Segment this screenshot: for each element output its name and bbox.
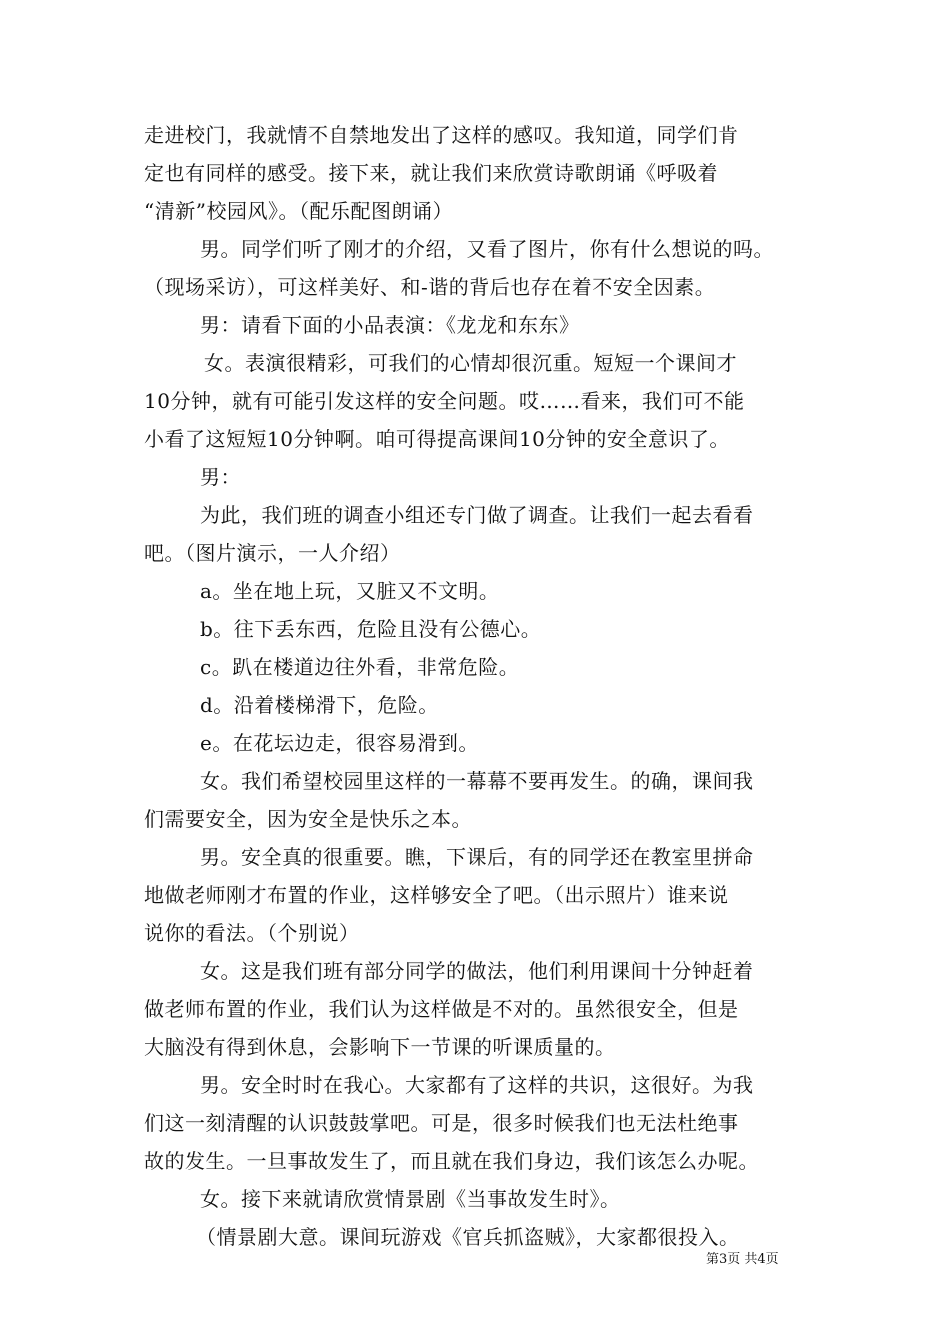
text-line: 小看了这短短10分钟啊。咱可得提高课间10分钟的安全意识了。 bbox=[144, 427, 730, 451]
text-line: 定也有同样的感受。接下来，就让我们来欣赏诗歌朗诵《呼吸着 bbox=[144, 161, 718, 185]
text-line: 男：请看下面的小品表演：《龙龙和东东》 bbox=[200, 313, 580, 337]
text-line: 为此，我们班的调查小组还专门做了调查。让我们一起去看看 bbox=[200, 503, 754, 527]
text-line: 们需要安全，因为安全是快乐之本。 bbox=[144, 807, 472, 831]
body-text bbox=[144, 116, 824, 1256]
list-item: d。沿着楼梯滑下，危险。 bbox=[200, 693, 439, 717]
text-line: 男。同学们听了刚才的介绍，又看了图片，你有什么想说的吗。 bbox=[200, 237, 774, 261]
text-line: 女。表演很精彩，可我们的心情却很沉重。短短一个课间才 bbox=[204, 351, 737, 375]
text-line: （现场采访），可这样美好、和-谐的背后也存在着不安全因素。 bbox=[144, 275, 716, 299]
text-line: 说你的看法。（个别说） bbox=[144, 921, 360, 945]
list-item: c。趴在楼道边往外看，非常危险。 bbox=[200, 655, 520, 679]
list-item: a。坐在地上玩，又脏又不文明。 bbox=[200, 579, 500, 603]
text-line: 走进校门，我就情不自禁地发出了这样的感叹。我知道，同学们肯 bbox=[144, 123, 739, 147]
text-line: “清新”校园风》。（配乐配图朗诵） bbox=[144, 199, 453, 223]
text-line: 们这一刻清醒的认识鼓鼓掌吧。可是，很多时候我们也无法杜绝事 bbox=[144, 1111, 739, 1135]
page-number: 第3页 共4页 bbox=[706, 1252, 779, 1267]
list-item: b。往下丢东西，危险且没有公德心。 bbox=[200, 617, 542, 641]
text-line: 做老师布置的作业，我们认为这样做是不对的。虽然很安全，但是 bbox=[144, 997, 739, 1021]
text-line: 故的发生。一旦事故发生了，而且就在我们身边，我们该怎么办呢。 bbox=[144, 1149, 759, 1173]
text-line: 男。安全真的很重要。瞧，下课后，有的同学还在教室里拼命 bbox=[200, 845, 754, 869]
text-line: 男。安全时时在我心。大家都有了这样的共识，这很好。为我 bbox=[200, 1073, 754, 1097]
text-line: 男： bbox=[200, 465, 241, 489]
text-line: 女。这是我们班有部分同学的做法，他们利用课间十分钟赶着 bbox=[200, 959, 754, 983]
text-line: 女。我们希望校园里这样的一幕幕不要再发生。的确，课间我 bbox=[200, 769, 754, 793]
text-line: 大脑没有得到休息，会影响下一节课的听课质量的。 bbox=[144, 1035, 616, 1059]
text-line: 10分钟，就有可能引发这样的安全问题。哎……看来，我们可不能 bbox=[144, 389, 745, 413]
text-line: （情景剧大意。课间玩游戏《官兵抓盗贼》，大家都很投入。 bbox=[196, 1225, 740, 1249]
text-line: 地做老师刚才布置的作业，这样够安全了吧。（出示照片）谁来说 bbox=[144, 883, 729, 907]
text-line: 吧。（图片演示，一人介绍） bbox=[144, 541, 401, 565]
list-item: e。在花坛边走，很容易滑到。 bbox=[200, 731, 479, 755]
text-line: 女。接下来就请欣赏情景剧《当事故发生时》。 bbox=[200, 1187, 621, 1211]
